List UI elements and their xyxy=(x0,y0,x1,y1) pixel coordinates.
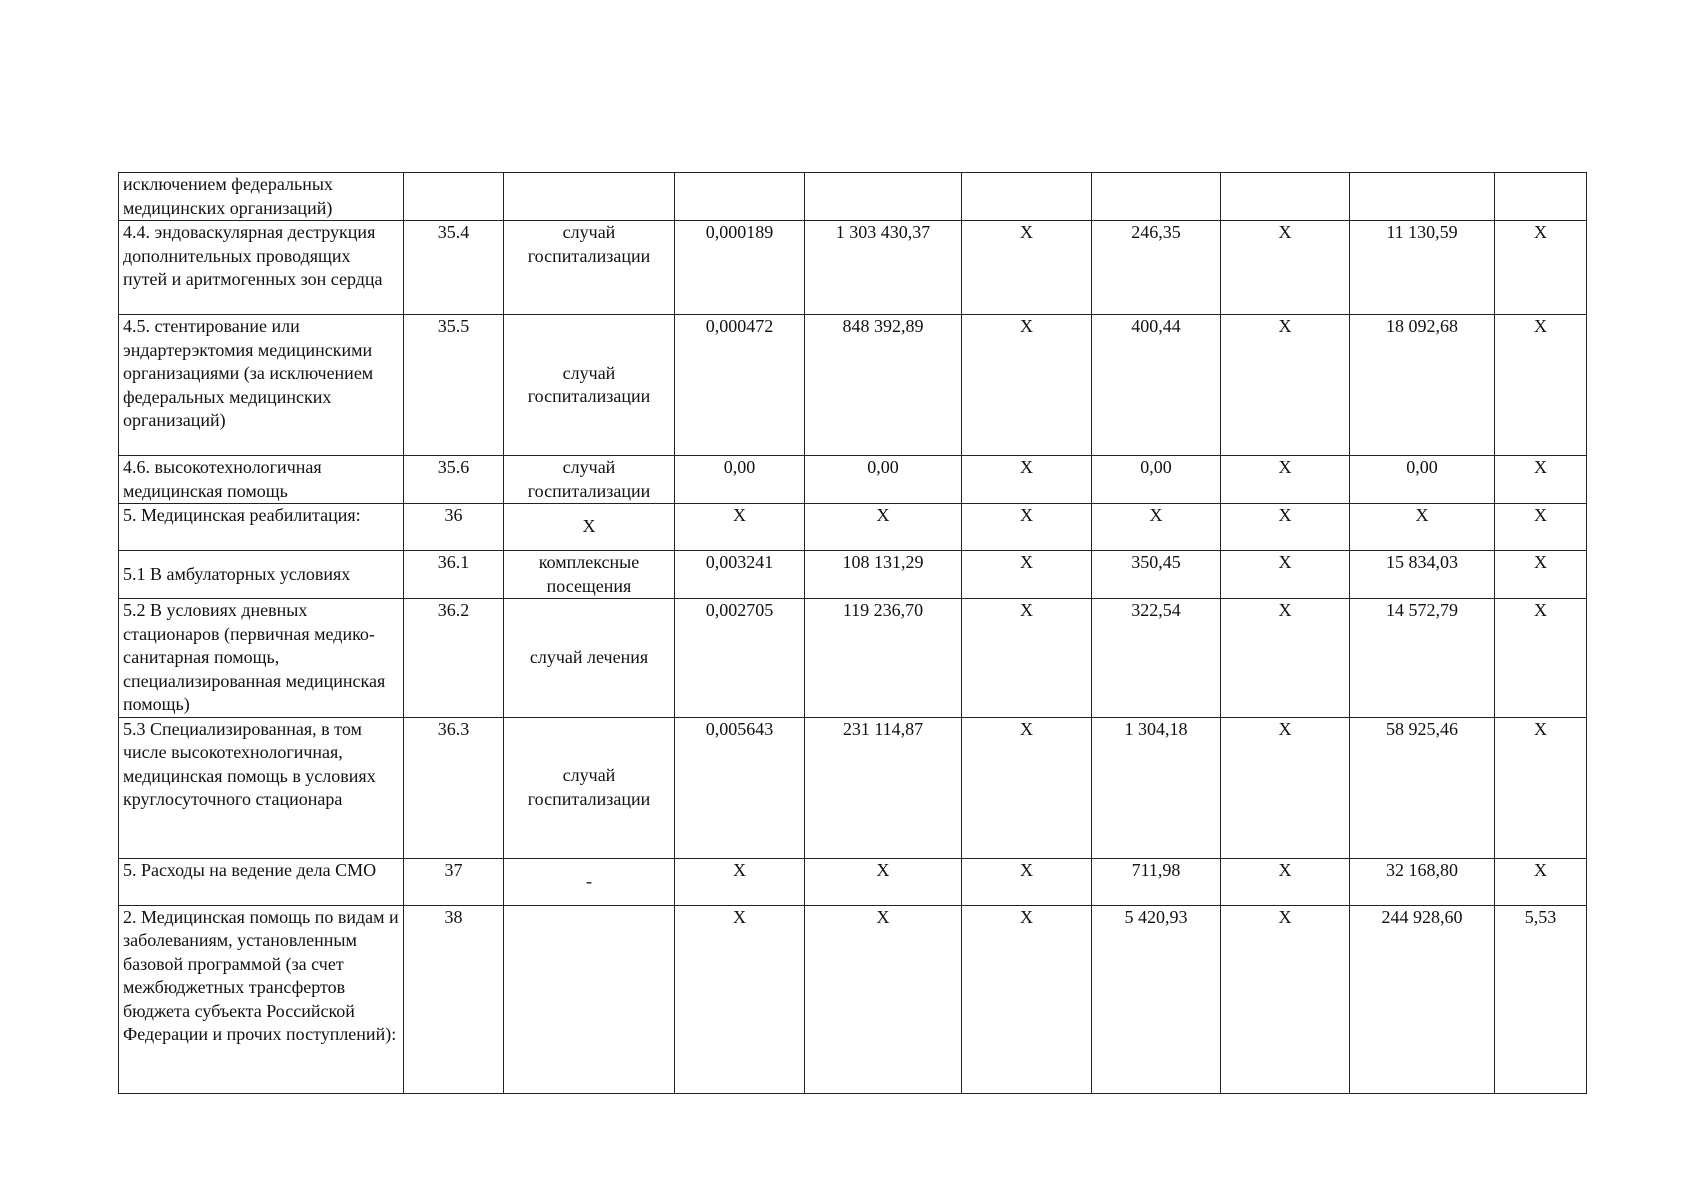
row-number: 36.3 xyxy=(404,717,504,858)
unit-of-measure: случай лечения xyxy=(504,599,675,718)
unit-of-measure xyxy=(504,173,675,221)
table-row xyxy=(119,858,1587,905)
value-cell: 1 304,18 xyxy=(1092,717,1221,858)
row-name: 4.6. высокотехнологичная медицинская помощь xyxy=(119,456,404,504)
value-cell: 119 236,70 xyxy=(805,599,962,718)
value-cell: 11 130,59 xyxy=(1350,221,1495,315)
unit-of-measure: Х xyxy=(504,504,675,551)
value-cell: Х xyxy=(1221,456,1350,504)
value-cell: 108 131,29 xyxy=(805,551,962,599)
unit-of-measure: случай госпитализации xyxy=(504,717,675,858)
value-cell: 0,002705 xyxy=(675,599,805,718)
unit-of-measure: - xyxy=(504,858,675,905)
value-cell: 246,35 xyxy=(1092,221,1221,315)
value-cell: Х xyxy=(962,221,1092,315)
row-name: 5.1 В амбулаторных условиях xyxy=(119,551,404,599)
row-number: 36.1 xyxy=(404,551,504,599)
table-row xyxy=(119,717,1587,858)
table-row xyxy=(119,456,1587,504)
unit-of-measure: случай госпитализации xyxy=(504,221,675,315)
value-cell: Х xyxy=(1221,717,1350,858)
value-cell: Х xyxy=(1221,858,1350,905)
value-cell: 1 303 430,37 xyxy=(805,221,962,315)
row-number: 38 xyxy=(404,905,504,1093)
row-name: 5. Медицинская реабилитация: xyxy=(119,504,404,551)
value-cell: 711,98 xyxy=(1092,858,1221,905)
value-cell: Х xyxy=(962,905,1092,1093)
value-cell: Х xyxy=(1495,221,1587,315)
value-cell: Х xyxy=(962,858,1092,905)
value-cell: 350,45 xyxy=(1092,551,1221,599)
value-cell xyxy=(962,173,1092,221)
row-name: 4.5. стентирование или эндартерэктомия медицинскими организациями (за исключением федеральных медицинских организаций) xyxy=(119,315,404,456)
row-number xyxy=(404,173,504,221)
table-row xyxy=(119,551,1587,599)
value-cell: 322,54 xyxy=(1092,599,1221,718)
value-cell: Х xyxy=(1495,315,1587,456)
value-cell: Х xyxy=(675,858,805,905)
row-name: 2. Медицинская помощь по видам и заболеваниям, установленным базовой программой (за счет межбюджетных трансфертов бюджета субъекта Российской Федерации и прочих поступлений): xyxy=(119,905,404,1093)
value-cell: 0,00 xyxy=(675,456,805,504)
value-cell: Х xyxy=(675,504,805,551)
table-row xyxy=(119,173,1587,221)
value-cell: Х xyxy=(962,315,1092,456)
value-cell: Х xyxy=(962,551,1092,599)
value-cell: 0,005643 xyxy=(675,717,805,858)
row-number: 36.2 xyxy=(404,599,504,718)
value-cell: Х xyxy=(1495,504,1587,551)
row-name: 5.3 Специализированная, в том числе высокотехнологичная, медицинская помощь в условиях круглосуточного стационара xyxy=(119,717,404,858)
value-cell: 0,00 xyxy=(1350,456,1495,504)
value-cell xyxy=(1221,173,1350,221)
unit-of-measure: комплексные посещения xyxy=(504,551,675,599)
value-cell xyxy=(1092,173,1221,221)
value-cell: 0,000472 xyxy=(675,315,805,456)
value-cell: 244 928,60 xyxy=(1350,905,1495,1093)
row-number: 35.4 xyxy=(404,221,504,315)
value-cell: Х xyxy=(1092,504,1221,551)
row-number: 35.6 xyxy=(404,456,504,504)
value-cell: 0,00 xyxy=(805,456,962,504)
value-cell: 14 572,79 xyxy=(1350,599,1495,718)
value-cell: 400,44 xyxy=(1092,315,1221,456)
table-row xyxy=(119,221,1587,315)
value-cell: 0,00 xyxy=(1092,456,1221,504)
value-cell: Х xyxy=(1495,599,1587,718)
value-cell: 5 420,93 xyxy=(1092,905,1221,1093)
value-cell: Х xyxy=(1495,551,1587,599)
value-cell: 0,000189 xyxy=(675,221,805,315)
value-cell: 58 925,46 xyxy=(1350,717,1495,858)
value-cell: Х xyxy=(805,858,962,905)
table-row xyxy=(119,504,1587,551)
value-cell: Х xyxy=(1221,599,1350,718)
value-cell xyxy=(1495,173,1587,221)
unit-of-measure: случай госпитализации xyxy=(504,456,675,504)
value-cell: Х xyxy=(962,504,1092,551)
row-name: 4.4. эндоваскулярная деструкция дополнительных проводящих путей и аритмогенных зон сердца xyxy=(119,221,404,315)
medical-care-cost-table xyxy=(118,172,1587,1094)
value-cell: Х xyxy=(1221,315,1350,456)
value-cell xyxy=(805,173,962,221)
value-cell: 0,003241 xyxy=(675,551,805,599)
value-cell: Х xyxy=(1221,905,1350,1093)
value-cell: 18 092,68 xyxy=(1350,315,1495,456)
value-cell: Х xyxy=(805,905,962,1093)
table-row xyxy=(119,315,1587,456)
value-cell: Х xyxy=(805,504,962,551)
value-cell: Х xyxy=(1495,456,1587,504)
unit-of-measure xyxy=(504,905,675,1093)
row-name: 5. Расходы на ведение дела СМО xyxy=(119,858,404,905)
table-row xyxy=(119,599,1587,718)
value-cell: Х xyxy=(1350,504,1495,551)
value-cell: Х xyxy=(675,905,805,1093)
value-cell: Х xyxy=(1221,551,1350,599)
value-cell: 5,53 xyxy=(1495,905,1587,1093)
value-cell: 15 834,03 xyxy=(1350,551,1495,599)
value-cell: Х xyxy=(1221,504,1350,551)
unit-of-measure: случай госпитализации xyxy=(504,315,675,456)
value-cell: Х xyxy=(962,717,1092,858)
value-cell: 848 392,89 xyxy=(805,315,962,456)
value-cell: Х xyxy=(962,599,1092,718)
value-cell: 32 168,80 xyxy=(1350,858,1495,905)
value-cell xyxy=(675,173,805,221)
table-row xyxy=(119,905,1587,1093)
row-number: 35.5 xyxy=(404,315,504,456)
value-cell: 231 114,87 xyxy=(805,717,962,858)
value-cell xyxy=(1350,173,1495,221)
value-cell: Х xyxy=(962,456,1092,504)
value-cell: Х xyxy=(1495,717,1587,858)
row-name: 5.2 В условиях дневных стационаров (первичная медико-санитарная помощь, специализированная медицинская помощь) xyxy=(119,599,404,718)
row-number: 36 xyxy=(404,504,504,551)
value-cell: Х xyxy=(1495,858,1587,905)
value-cell: Х xyxy=(1221,221,1350,315)
row-number: 37 xyxy=(404,858,504,905)
row-name: исключением федеральных медицинских организаций) xyxy=(119,173,404,221)
